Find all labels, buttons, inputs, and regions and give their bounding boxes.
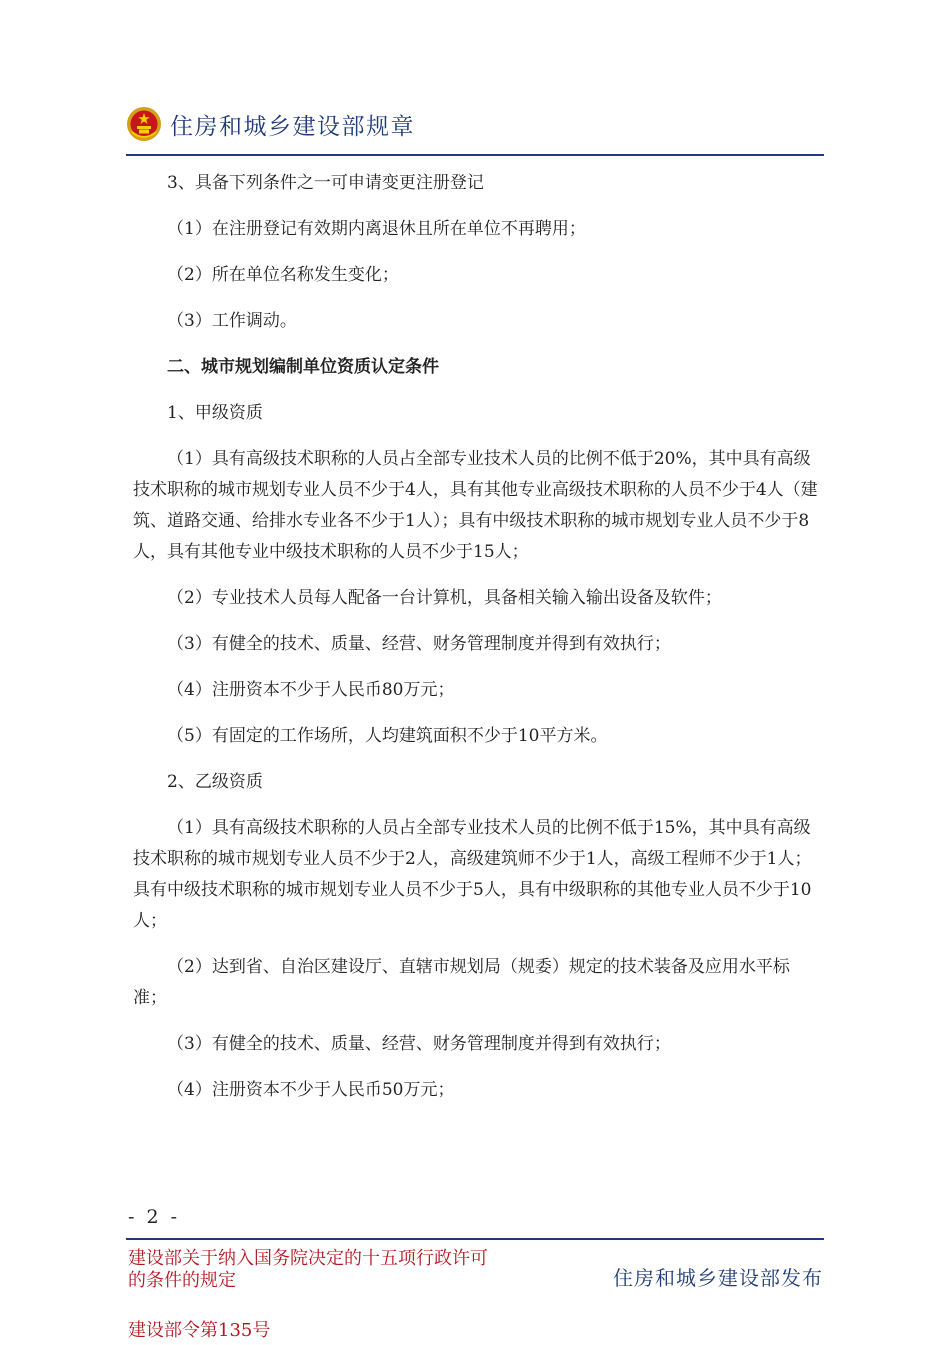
national-emblem-icon xyxy=(126,106,162,142)
paragraph: （2）专业技术人员每人配备一台计算机，具备相关输入输出设备及软件； xyxy=(167,588,722,608)
subsection-heading: 1、甲级资质 xyxy=(167,403,263,423)
paragraph: （1）在注册登记有效期内离退休且所在单位不再聘用； xyxy=(167,219,586,239)
page-header xyxy=(126,104,824,156)
header-divider xyxy=(126,154,824,156)
paragraph: （3）工作调动。 xyxy=(167,311,297,331)
paragraph: （2）所在单位名称发生变化； xyxy=(167,265,399,285)
header-title: 住房和城乡建设部规章 xyxy=(170,114,415,140)
section-heading: 二、城市规划编制单位资质认定条件 xyxy=(167,357,439,377)
page-number: - 2 - xyxy=(128,1206,181,1228)
footer-publisher: 住房和城乡建设部发布 xyxy=(613,1266,823,1290)
paragraph: （4）注册资本不少于人民币50万元； xyxy=(167,1080,455,1100)
paragraph: （3）有健全的技术、质量、经营、财务管理制度并得到有效执行； xyxy=(167,634,671,654)
subsection-heading: 2、乙级资质 xyxy=(167,772,263,792)
footer-divider xyxy=(126,1238,824,1240)
paragraph: 3、具备下列条件之一可申请变更注册登记 xyxy=(167,173,484,193)
footer-order-number: 建设部令第135号 xyxy=(128,1320,271,1341)
paragraph: （3）有健全的技术、质量、经营、财务管理制度并得到有效执行； xyxy=(167,1034,671,1054)
paragraph: （1）具有高级技术职称的人员占全部专业技术人员的比例不低于15%，其中具有高级技术职称的城市规划专业人员不少于2人，高级建筑师不少于1人，高级工程师不少于1人；具有中级技术职称的城市规划专业人员不少于5人，具有中级职称的其他专业人员不少于10人； xyxy=(133,818,812,931)
paragraph: （1）具有高级技术职称的人员占全部专业技术人员的比例不低于20%，其中具有高级技术职称的城市规划专业人员不少于4人，具有其他专业高级技术职称的人员不少于4人（建筑、道路交通、给排水专业各不少于1人）；具有中级技术职称的城市规划专业人员不少于8人，具有其他专业中级技术职称的人员不少于15人； xyxy=(133,449,818,562)
paragraph: （5）有固定的工作场所，人均建筑面积不少于10平方米。 xyxy=(167,726,608,746)
footer-document-title: 建设部关于纳入国务院决定的十五项行政许可的条件的规定 xyxy=(128,1248,488,1291)
document-body xyxy=(133,168,823,1106)
paragraph: （4）注册资本不少于人民币80万元； xyxy=(167,680,455,700)
paragraph: （2）达到省、自治区建设厅、直辖市规划局（规委）规定的技术装备及应用水平标准； xyxy=(133,957,790,1008)
